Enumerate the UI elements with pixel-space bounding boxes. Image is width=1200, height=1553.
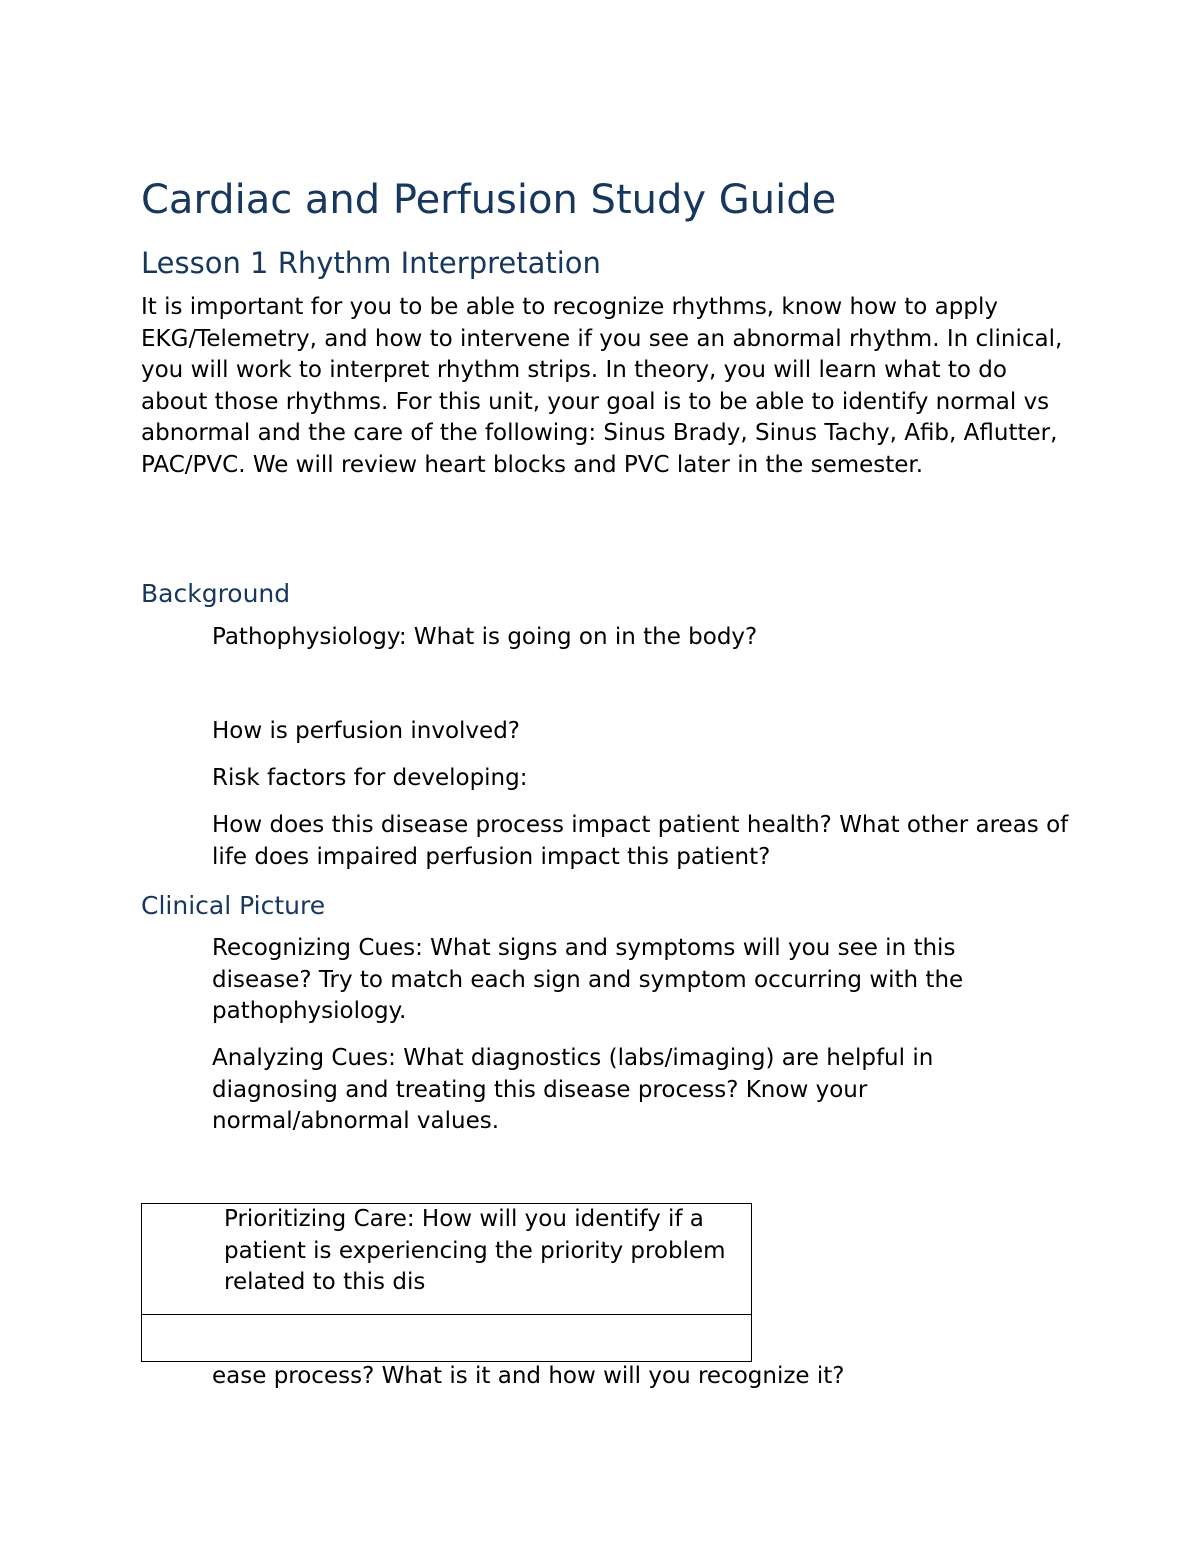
background-heading: Background <box>141 579 291 608</box>
impact-question: How does this disease process impact patient health? What other areas of life does impaired perfusion impact this patient? <box>212 812 1069 870</box>
table-row <box>142 1204 751 1315</box>
page-title: Cardiac and Perfusion Study Guide <box>141 177 837 223</box>
pathophysiology-question: Pathophysiology: What is going on in the body? <box>212 624 758 650</box>
prioritizing-care-table <box>141 1203 752 1362</box>
risk-factors-question: Risk factors for developing: <box>212 765 528 791</box>
clinical-picture-heading: Clinical Picture <box>141 891 326 920</box>
prioritizing-care-continuation: ease process? What is it and how will you recognize it? <box>212 1363 845 1389</box>
perfusion-question: How is perfusion involved? <box>212 718 520 744</box>
analyzing-cues-question: Analyzing Cues: What diagnostics (labs/imaging) are helpful in diagnosing and treating this disease process? Know your normal/abnormal values. <box>212 1045 934 1134</box>
table-row-empty <box>142 1315 751 1361</box>
lesson-heading: Lesson 1 Rhythm Interpretation <box>141 246 601 280</box>
intro-paragraph: It is important for you to be able to recognize rhythms, know how to apply EKG/Telemetry, and how to intervene if you see an abnormal rhythm. In clinical, you will work to interpret rhythm strips. In theory, you will learn what to do about those rhythms. For this unit, your goal is to be able to identify normal vs abnormal and the care of the following: Sinus Brady, Sinus Tachy, Afib, Aflutter, PAC/PVC. We will review heart blocks and PVC later in the semester. <box>141 294 1063 478</box>
prioritizing-care-question: Prioritizing Care: How will you identify if a patient is experiencing the priority problem related to this dis <box>224 1206 726 1295</box>
recognizing-cues-question: Recognizing Cues: What signs and symptoms will you see in this disease? Try to match each sign and symptom occurring with the pathophysiology. <box>212 935 964 1024</box>
